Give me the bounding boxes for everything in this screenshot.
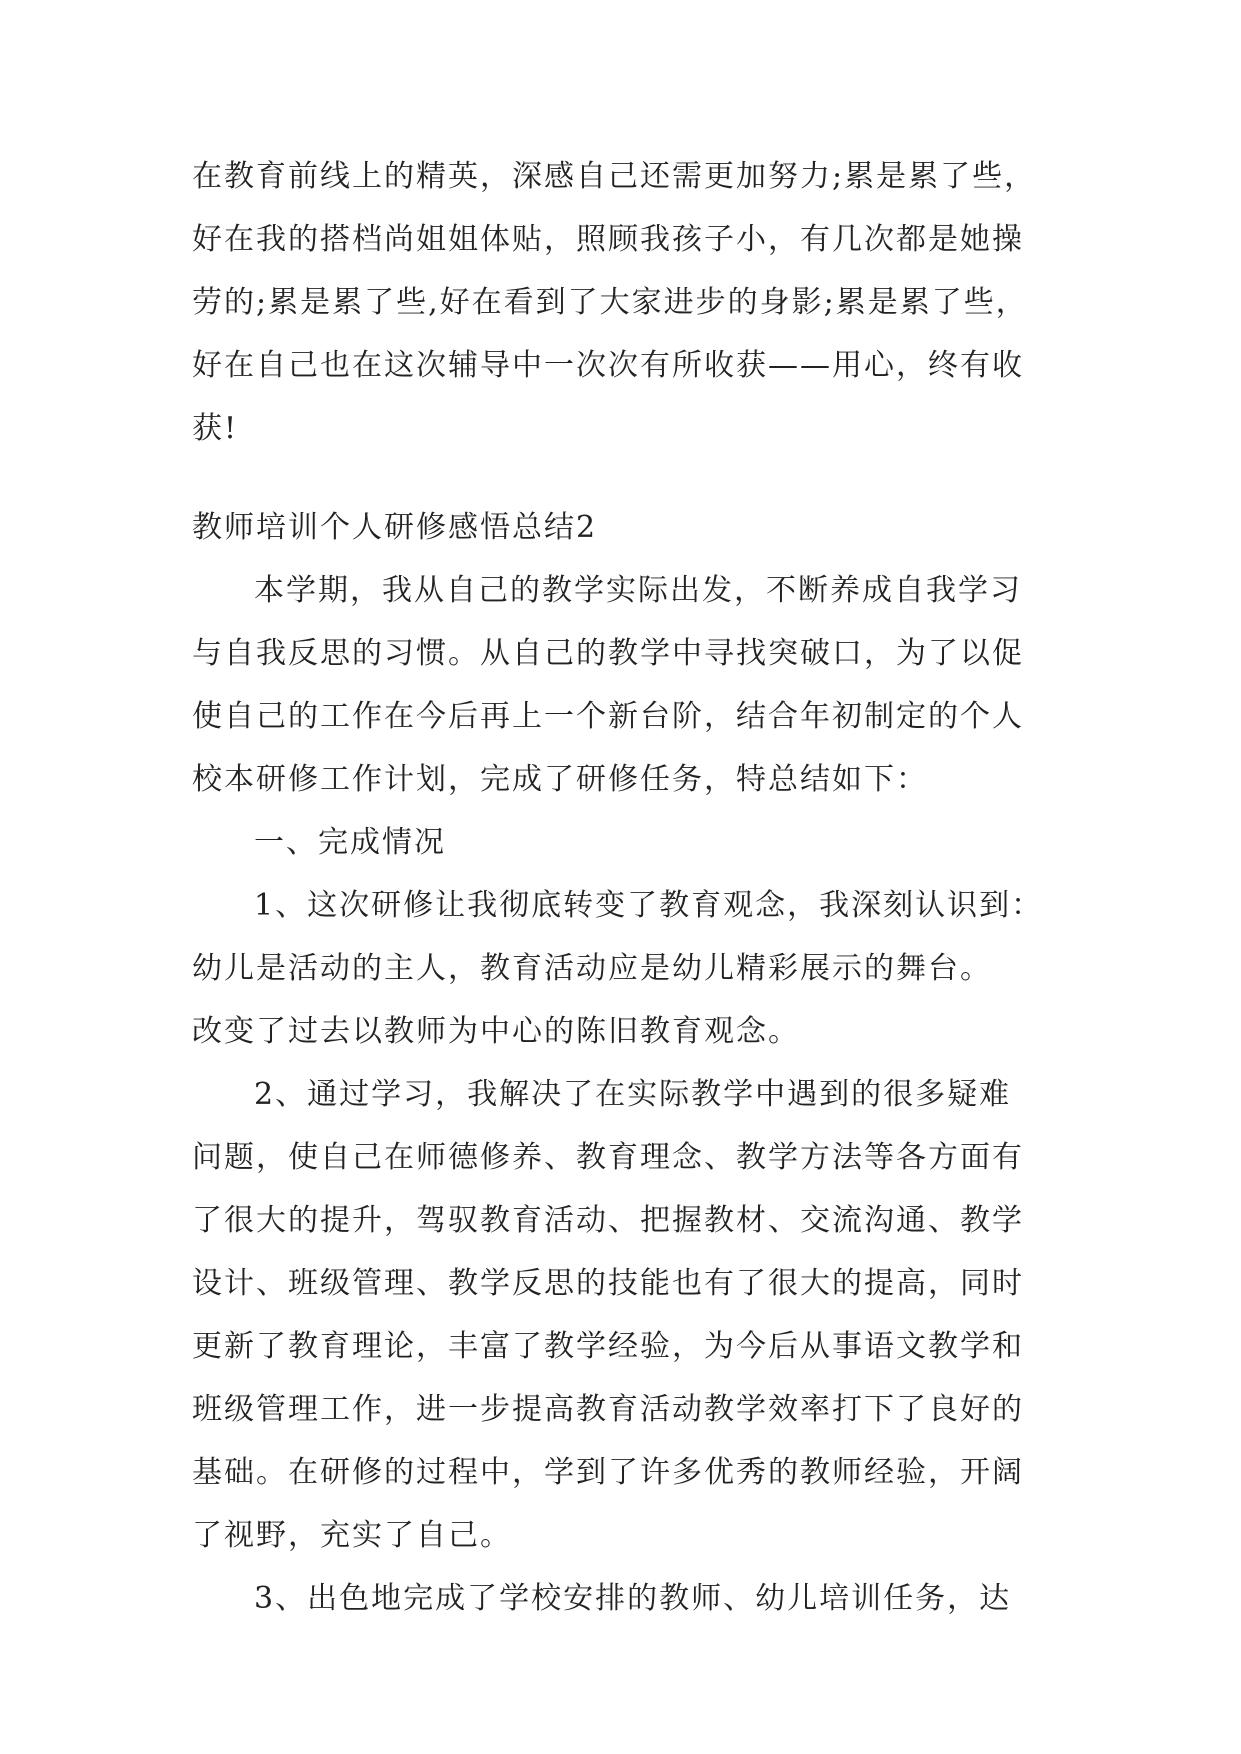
text-line: 基础。在研修的过程中，学到了许多优秀的教师经验，开阔 [192,1455,1024,1490]
text-line: 3、出色地完成了学校安排的教师、幼儿培训任务，达 [254,1581,1012,1616]
spacer [192,473,1072,509]
text-line: 了视野，充实了自己。 [192,1518,512,1553]
text-line: 使自己的工作在今后再上一个新台阶，结合年初制定的个人 [192,699,1024,734]
text-line: 1、这次研修让我彻底转变了教育观念，我深刻认识到： [254,888,1044,923]
text-line: 更新了教育理论，丰富了教学经验，为今后从事语文教学和 [192,1329,1024,1364]
text-line: 幼儿是活动的主人，教育活动应是幼儿精彩展示的舞台。 [192,951,992,986]
section-title: 教师培训个人研修感悟总结2 [192,510,598,545]
text-line: 劳的;累是累了些,好在看到了大家进步的身影;累是累了些， [192,285,1028,320]
text-line: 班级管理工作，进一步提高教育活动教学效率打下了良好的 [192,1392,1024,1427]
document-page [192,158,1072,1643]
text-line: 问题，使自己在师德修养、教育理念、教学方法等各方面有 [192,1140,1024,1175]
subheading: 一、完成情况 [254,825,446,860]
text-line: 获! [192,411,239,446]
text-line: 设计、班级管理、教学反思的技能也有了很大的提高，同时 [192,1266,1024,1301]
text-line: 好在我的搭档尚姐姐体贴，照顾我孩子小，有几次都是她操 [192,222,1024,257]
text-line: 本学期，我从自己的教学实际出发，不断养成自我学习 [254,573,1022,608]
text-line: 2、通过学习，我解决了在实际教学中遇到的很多疑难 [254,1077,1012,1112]
text-line: 了很大的提升，驾驭教育活动、把握教材、交流沟通、教学 [192,1203,1024,1238]
text-line: 改变了过去以教师为中心的陈旧教育观念。 [192,1014,800,1049]
text-line: 在教育前线上的精英，深感自己还需更加努力;累是累了些， [192,159,1037,194]
intro-paragraph [192,158,1072,448]
body-paragraphs [192,572,1072,1618]
text-line: 与自我反思的习惯。从自己的教学中寻找突破口，为了以促 [192,636,1024,671]
text-line: 校本研修工作计划，完成了研修任务，特总结如下： [192,762,928,797]
text-line: 好在自己也在这次辅导中一次次有所收获——用心，终有收 [192,348,1024,383]
